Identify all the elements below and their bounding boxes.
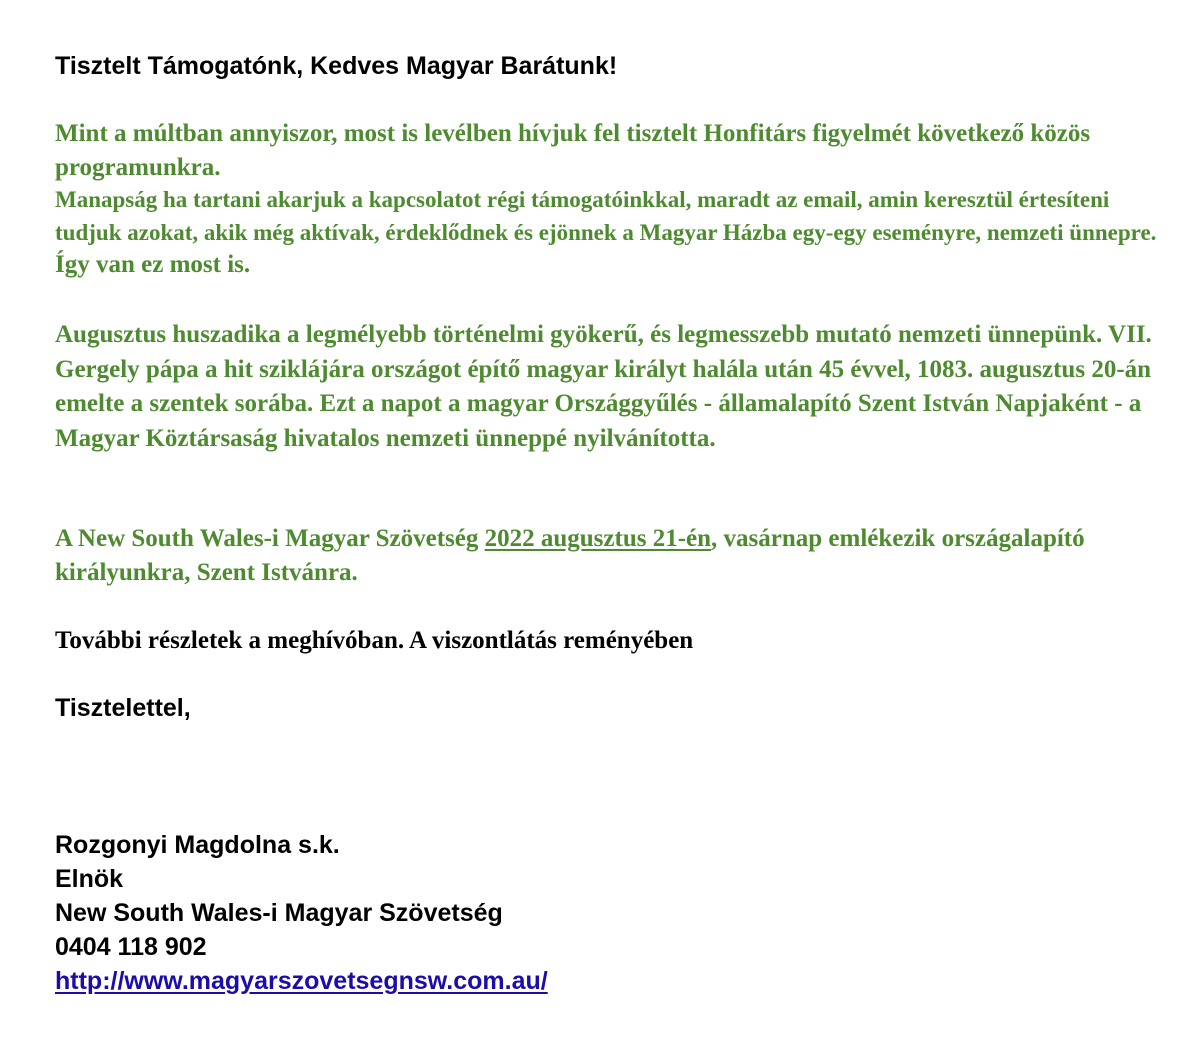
letter-greeting: Tisztelt Támogatónk, Kedves Magyar Barátunk! <box>55 52 618 80</box>
signer-phone: 0404 118 902 <box>55 933 207 961</box>
event-paragraph <box>55 522 1165 589</box>
details-paragraph: További részletek a meghívóban. A viszontlátás reményében <box>55 627 694 654</box>
event-intro-text: A New South Wales-i Magyar Szövetség <box>55 525 479 552</box>
event-date: 2022 augusztus 21-én <box>484 525 712 552</box>
signature-block <box>55 828 548 998</box>
website-link[interactable]: http://www.magyarszovetsegnsw.com.au/ <box>55 967 548 995</box>
signer-organization: New South Wales-i Magyar Szövetség <box>55 899 503 927</box>
closing-salutation: Tisztelettel, <box>55 694 191 722</box>
intro-tail-text: Így van ez most is. <box>55 251 251 278</box>
history-paragraph: Augusztus huszadika a legmélyebb történelmi gyökerű, és legmesszebb mutató nemzeti ünnepünk. VII. Gergely pápa a hit sziklájára országot építő magyar királyt halála után 45 évvel, 1083. augusztus 20-án emelte a szentek sorába. Ezt a napot a magyar Országgyűlés - államalapító Szent István Napjaként - a Magyar Köztársaság hivatalos nemzeti ünneppé nyilvánította. <box>55 321 1152 452</box>
intro-paragraph-body <box>55 184 1165 282</box>
signer-title: Elnök <box>55 865 124 893</box>
signer-name: Rozgonyi Magdolna s.k. <box>55 831 340 859</box>
intro-body-text: Manapság ha tartani akarjuk a kapcsolatot régi támogatóinkkal, maradt az email, amin keresztül értesíteni tudjuk azokat, akik még aktívak, érdeklődnek és ejönnek a Magyar Házba egy-egy eseményre, nemzeti ünnepre. <box>55 187 1157 245</box>
event-rest-text: , vasárnap emlékezik országalapító királyunkra, Szent Istvánra. <box>55 525 1085 586</box>
intro-paragraph-bold: Mint a múltban annyiszor, most is levélben hívjuk fel tisztelt Honfitárs figyelmét következő közös programunkra. <box>55 120 1091 181</box>
